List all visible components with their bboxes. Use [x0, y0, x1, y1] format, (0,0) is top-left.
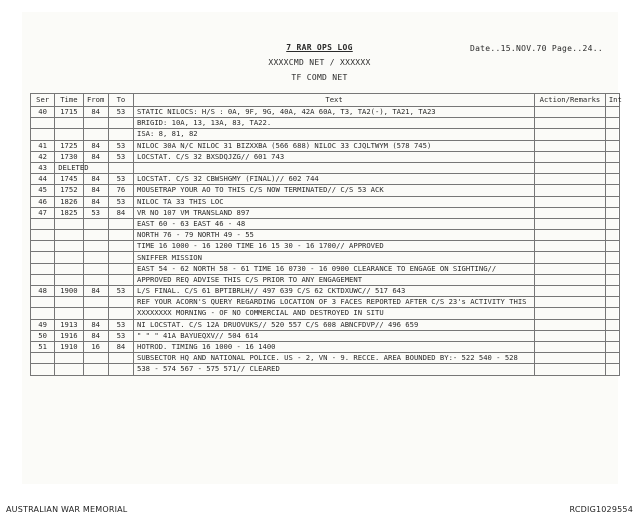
- cell-to: [108, 263, 133, 274]
- cell-text: 538 - 574 567 - 575 571// CLEARED: [134, 364, 535, 375]
- cell-action: [535, 330, 606, 341]
- table-row: [31, 174, 620, 185]
- cell-time: 1745: [55, 174, 83, 185]
- cell-to: [108, 297, 133, 308]
- cell-action: [535, 174, 606, 185]
- cell-time: 1910: [55, 341, 83, 352]
- cell-to: 53: [108, 286, 133, 297]
- cell-from: 53: [83, 207, 108, 218]
- table-row: [31, 207, 620, 218]
- cell-ser: 46: [31, 196, 55, 207]
- cell-to: [108, 241, 133, 252]
- cell-to: [108, 364, 133, 375]
- cell-time: [55, 241, 83, 252]
- cell-ser: [31, 308, 55, 319]
- cell-to: 53: [108, 196, 133, 207]
- cell-to: 53: [108, 319, 133, 330]
- cell-int: [605, 230, 619, 241]
- cell-text: EAST 60 - 63 EAST 46 - 48: [134, 218, 535, 229]
- page-title: 7 RAR OPS LOG: [286, 43, 353, 52]
- date-label: Date..15.NOV.70: [469, 44, 547, 53]
- cell-ser: 51: [31, 341, 55, 352]
- table-row: [31, 151, 620, 162]
- cell-from: 84: [83, 330, 108, 341]
- cell-action: [535, 252, 606, 263]
- cell-action: [535, 308, 606, 319]
- cell-int: [605, 241, 619, 252]
- cell-int: [605, 140, 619, 151]
- cell-time: [55, 230, 83, 241]
- cell-int: [605, 196, 619, 207]
- cell-int: [605, 218, 619, 229]
- cell-int: [605, 364, 619, 375]
- cell-int: [605, 297, 619, 308]
- cell-time: [55, 252, 83, 263]
- cell-int: [605, 286, 619, 297]
- table-row: [31, 252, 620, 263]
- cell-from: [83, 308, 108, 319]
- cell-text: NI LOCSTAT. C/S 12A DRUOVUKS// 520 557 C/S 608 ABNCFDVP// 496 659: [134, 319, 535, 330]
- cell-text: BRIGID: 10A, 13, 13A, 83, TA22.: [134, 118, 535, 129]
- cell-text: MOUSETRAP YOUR AO TO THIS C/S NOW TERMINATED// C/S 53 ACK: [134, 185, 535, 196]
- cell-to: 53: [108, 107, 133, 118]
- table-row: [31, 263, 620, 274]
- cell-action: [535, 162, 606, 173]
- cell-text: [134, 162, 535, 173]
- cell-ser: 41: [31, 140, 55, 151]
- cell-to: [108, 274, 133, 285]
- cell-time: 1826: [55, 196, 83, 207]
- cell-ser: 50: [31, 330, 55, 341]
- table-row: [31, 118, 620, 129]
- cell-from: [83, 297, 108, 308]
- cell-to: [108, 252, 133, 263]
- cell-ser: 48: [31, 286, 55, 297]
- cell-int: [605, 308, 619, 319]
- cell-to: [108, 118, 133, 129]
- cell-text: LOCSTAT. C/S 32 BXSDQJZG// 601 743: [134, 151, 535, 162]
- cell-to: [108, 129, 133, 140]
- cell-text: XXXXXXXX MORNING - OF NO COMMERCIAL AND DESTROYED IN SITU: [134, 308, 535, 319]
- cell-time: [55, 218, 83, 229]
- cell-from: 84: [83, 319, 108, 330]
- cell-action: [535, 129, 606, 140]
- cell-from: 84: [83, 151, 108, 162]
- cell-from: [83, 263, 108, 274]
- cell-to: 53: [108, 151, 133, 162]
- page-label: Page..24..: [551, 44, 603, 53]
- cell-time: 1730: [55, 151, 83, 162]
- cell-int: [605, 185, 619, 196]
- cell-action: [535, 185, 606, 196]
- command-label: TF COMD NET: [291, 73, 348, 82]
- cell-time: [55, 364, 83, 375]
- table-row: [31, 129, 620, 140]
- cell-int: [605, 319, 619, 330]
- cell-int: [605, 330, 619, 341]
- cell-ser: 43: [31, 162, 55, 173]
- cell-ser: 45: [31, 185, 55, 196]
- cell-text: LOCSTAT. C/S 32 CBWSHGMY (FINAL)// 602 744: [134, 174, 535, 185]
- col-to: To: [108, 94, 133, 107]
- cell-action: [535, 196, 606, 207]
- cell-text: SUBSECTOR HQ AND NATIONAL POLICE. US - 2, VN - 9. RECCE. AREA BOUNDED BY:- 522 540 - 528: [134, 353, 535, 364]
- archive-reference: RCDIG1029554: [569, 505, 633, 514]
- cell-ser: [31, 353, 55, 364]
- cell-int: [605, 353, 619, 364]
- cell-from: [83, 274, 108, 285]
- cell-action: [535, 286, 606, 297]
- cell-int: [605, 162, 619, 173]
- cell-text: NILOC TA 33 THIS LOC: [134, 196, 535, 207]
- table-row: [31, 185, 620, 196]
- cell-action: [535, 353, 606, 364]
- cell-from: 84: [83, 140, 108, 151]
- cell-int: [605, 118, 619, 129]
- cell-text: " " " 41A BAYUEQXV// 504 614: [134, 330, 535, 341]
- cell-to: [108, 230, 133, 241]
- cell-from: [83, 241, 108, 252]
- cell-int: [605, 263, 619, 274]
- date-page-label: [470, 44, 603, 53]
- cell-ser: 42: [31, 151, 55, 162]
- table-row: [31, 330, 620, 341]
- cell-time: 1752: [55, 185, 83, 196]
- cell-int: [605, 151, 619, 162]
- cell-text: APPROVED REQ ADVISE THIS C/S PRIOR TO ANY ENGAGEMENT: [134, 274, 535, 285]
- cell-ser: [31, 364, 55, 375]
- cell-time: 1715: [55, 107, 83, 118]
- col-text: Text: [134, 94, 535, 107]
- log-body: [31, 107, 620, 376]
- cell-ser: [31, 241, 55, 252]
- cell-from: [83, 364, 108, 375]
- cell-action: [535, 341, 606, 352]
- cell-ser: [31, 274, 55, 285]
- cell-ser: 47: [31, 207, 55, 218]
- cell-ser: [31, 297, 55, 308]
- cell-int: [605, 207, 619, 218]
- cell-action: [535, 218, 606, 229]
- cell-to: [108, 162, 133, 173]
- cell-text: STATIC NILOCS: H/S : 0A, 9F, 9G, 40A, 42A 60A, T3, TA2(-), TA21, TA23: [134, 107, 535, 118]
- cell-from: 84: [83, 107, 108, 118]
- table-row: [31, 107, 620, 118]
- cell-from: 84: [83, 185, 108, 196]
- cell-ser: [31, 218, 55, 229]
- table-header-row: [31, 94, 620, 107]
- cell-time: 1913: [55, 319, 83, 330]
- table-row: [31, 297, 620, 308]
- archive-credit: AUSTRALIAN WAR MEMORIAL: [6, 505, 128, 514]
- cell-ser: [31, 263, 55, 274]
- cell-time: [55, 263, 83, 274]
- ops-log-table: [30, 93, 620, 376]
- cell-from: [83, 129, 108, 140]
- cell-action: [535, 297, 606, 308]
- table-row: [31, 241, 620, 252]
- cell-from: 16: [83, 341, 108, 352]
- cell-to: [108, 308, 133, 319]
- cell-time: 1916: [55, 330, 83, 341]
- cell-text: SNIFFER MISSION: [134, 252, 535, 263]
- cell-to: 53: [108, 140, 133, 151]
- cell-text: L/S FINAL. C/S 61 BPTIBRLH// 497 639 C/S 62 CKTDXUWC// 517 643: [134, 286, 535, 297]
- table-row: [31, 353, 620, 364]
- cell-action: [535, 364, 606, 375]
- cell-to: 84: [108, 207, 133, 218]
- table-row: [31, 218, 620, 229]
- cell-action: [535, 241, 606, 252]
- table-row: [31, 319, 620, 330]
- cell-int: [605, 107, 619, 118]
- table-row: [31, 196, 620, 207]
- cell-time: [55, 297, 83, 308]
- cell-int: [605, 174, 619, 185]
- cell-action: [535, 274, 606, 285]
- cell-action: [535, 230, 606, 241]
- cell-from: [83, 230, 108, 241]
- cell-from: [83, 353, 108, 364]
- cell-time: 1725: [55, 140, 83, 151]
- cell-from: [83, 218, 108, 229]
- cell-action: [535, 319, 606, 330]
- cell-to: 53: [108, 330, 133, 341]
- cell-int: [605, 274, 619, 285]
- cell-to: 84: [108, 341, 133, 352]
- table-row: [31, 274, 620, 285]
- cell-ser: 44: [31, 174, 55, 185]
- col-int: Int: [605, 94, 619, 107]
- col-from: From: [83, 94, 108, 107]
- cell-ser: [31, 252, 55, 263]
- cell-time: 1825: [55, 207, 83, 218]
- table-row: [31, 140, 620, 151]
- cell-from: [83, 252, 108, 263]
- cell-text: VR NO 107 VM TRANSLAND 897: [134, 207, 535, 218]
- table-row: [31, 364, 620, 375]
- cell-time: 1900: [55, 286, 83, 297]
- cell-action: [535, 207, 606, 218]
- cell-ser: 49: [31, 319, 55, 330]
- cell-to: 76: [108, 185, 133, 196]
- cell-to: 53: [108, 174, 133, 185]
- cell-ser: 40: [31, 107, 55, 118]
- cell-from: 84: [83, 286, 108, 297]
- col-action-remarks: Action/Remarks: [535, 94, 606, 107]
- cell-time: DELETED: [55, 162, 83, 173]
- cell-action: [535, 140, 606, 151]
- cell-text: REF YOUR ACORN'S QUERY REGARDING LOCATION OF 3 FACES REPORTED AFTER C/S 23's ACTIVITY THIS: [134, 297, 535, 308]
- cell-text: NORTH 76 - 79 NORTH 49 - 55: [134, 230, 535, 241]
- cell-ser: [31, 118, 55, 129]
- cell-int: [605, 252, 619, 263]
- cell-text: NILOC 30A N/C NILOC 31 BIZXXBA (566 688) NILOC 33 CJQLTWYM (578 745): [134, 140, 535, 151]
- cell-text: ISA: 8, 81, 82: [134, 129, 535, 140]
- cell-text: EAST 54 - 62 NORTH 58 - 61 TIME 16 0730 - 16 0900 CLEARANCE TO ENGAGE ON SIGHTING//: [134, 263, 535, 274]
- cell-to: [108, 353, 133, 364]
- table-row: [31, 286, 620, 297]
- table-row: [31, 341, 620, 352]
- cell-action: [535, 118, 606, 129]
- cell-int: [605, 129, 619, 140]
- cell-time: [55, 308, 83, 319]
- table-row: [31, 308, 620, 319]
- cell-from: [83, 118, 108, 129]
- cell-action: [535, 263, 606, 274]
- table-row: [31, 162, 620, 173]
- cell-time: [55, 129, 83, 140]
- col-time: Time: [55, 94, 83, 107]
- cell-text: TIME 16 1000 - 16 1200 TIME 16 15 30 - 16 1700// APPROVED: [134, 241, 535, 252]
- cell-time: [55, 353, 83, 364]
- table-row: [31, 230, 620, 241]
- cell-action: [535, 107, 606, 118]
- cell-ser: [31, 129, 55, 140]
- cell-ser: [31, 230, 55, 241]
- cell-time: [55, 118, 83, 129]
- net-label: XXXXCMD NET / XXXXXX: [268, 58, 371, 67]
- cell-from: 84: [83, 196, 108, 207]
- cell-from: 84: [83, 174, 108, 185]
- cell-int: [605, 341, 619, 352]
- col-ser: Ser: [31, 94, 55, 107]
- cell-to: [108, 218, 133, 229]
- cell-time: [55, 274, 83, 285]
- cell-text: HOTROD. TIMING 16 1000 - 16 1400: [134, 341, 535, 352]
- cell-action: [535, 151, 606, 162]
